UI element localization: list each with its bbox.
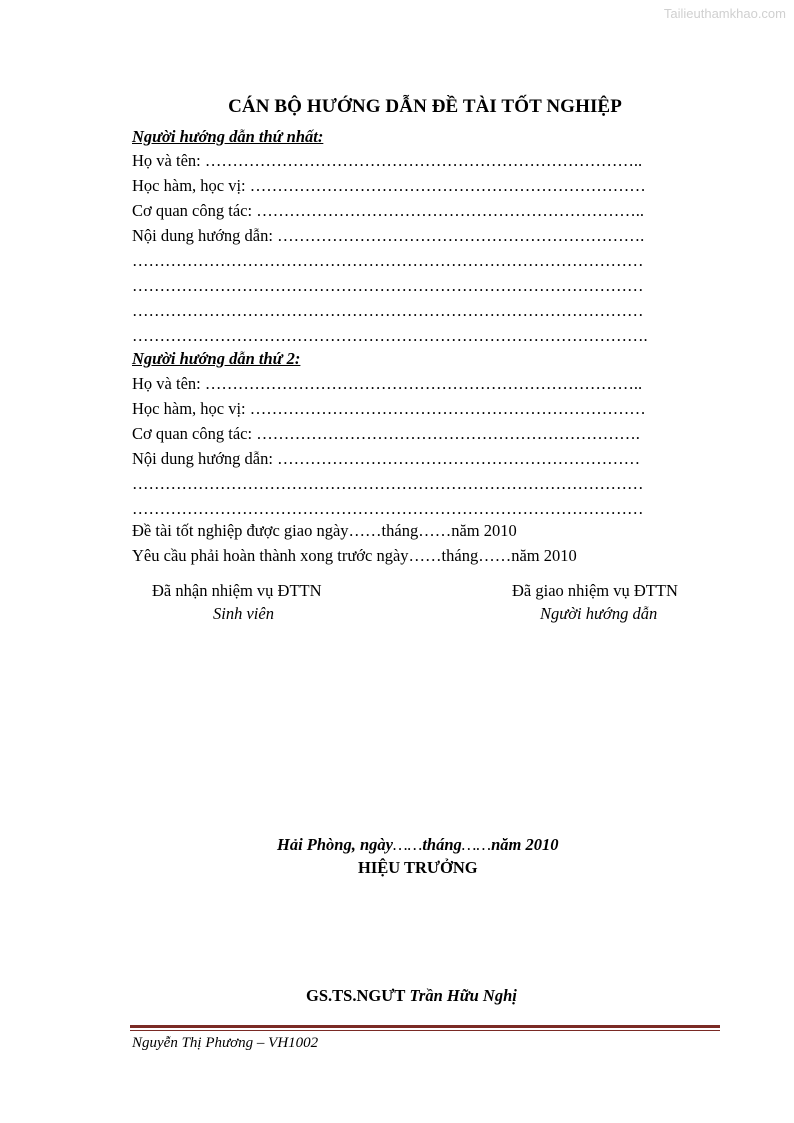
place-date-part: năm 2010 xyxy=(491,835,559,854)
footer-author: Nguyễn Thị Phương – VH1002 xyxy=(132,1035,319,1051)
advisor2-org-line: Cơ quan công tác: ……………………………………………………………. xyxy=(132,424,640,443)
footer-rule-thin xyxy=(130,1030,720,1031)
advisor2-rank-line: Học hàm, học vị: ……………………………………………………………… xyxy=(132,399,646,418)
principal-title: HIỆU TRƯỞNG xyxy=(358,858,478,877)
place-date-part: tháng xyxy=(422,835,462,854)
assigned-date-line: Đề tài tốt nghiệp được giao ngày……tháng……năm 2010 xyxy=(132,521,517,540)
advisor2-name-line: Họ và tên: …………………………………………………………………….. xyxy=(132,374,643,393)
advisor2-dots-line: ………………………………………………………………………………… xyxy=(132,499,644,518)
principal-prefix: GS.TS.NGƯT xyxy=(306,986,406,1005)
advisor2-dots-line: ………………………………………………………………………………… xyxy=(132,474,644,493)
student-received-label: Đã nhận nhiệm vụ ĐTTN xyxy=(152,581,322,600)
place-date-line xyxy=(277,835,559,855)
advisor1-dots-line: ………………………………………………………………………………… xyxy=(132,251,644,270)
student-label: Sinh viên xyxy=(213,604,274,623)
principal-name: Trần Hữu Nghị xyxy=(409,986,517,1005)
page-title: CÁN BỘ HƯỚNG DẪN ĐỀ TÀI TỐT NGHIỆP xyxy=(228,96,622,117)
advisor1-dots-line: …………………………………………………………………………………. xyxy=(132,326,648,345)
due-date-line: Yêu cầu phải hoàn thành xong trước ngày……tháng……năm 2010 xyxy=(132,546,577,565)
place-date-dots: …… xyxy=(461,835,492,854)
advisor2-heading: Người hướng dẫn thứ 2: xyxy=(132,349,301,368)
footer-rule xyxy=(130,1025,720,1028)
place-date-dots: …… xyxy=(392,835,423,854)
advisor1-content-line: Nội dung hướng dẫn: …………………………………………………………. xyxy=(132,226,645,245)
watermark: Tailieuthamkhao.com xyxy=(663,6,786,21)
advisor1-org-line: Cơ quan công tác: …………………………………………………………….. xyxy=(132,201,644,220)
advisor-assigned-label: Đã giao nhiệm vụ ĐTTN xyxy=(512,581,678,600)
advisor1-dots-line: ………………………………………………………………………………… xyxy=(132,301,644,320)
advisor1-rank-line: Học hàm, học vị: ……………………………………………………………… xyxy=(132,176,646,195)
principal-signature xyxy=(306,986,517,1006)
advisor1-name-line: Họ và tên: …………………………………………………………………….. xyxy=(132,151,643,170)
advisor1-heading: Người hướng dẫn thứ nhất: xyxy=(132,127,324,146)
advisor-label: Người hướng dẫn xyxy=(540,604,658,623)
advisor2-content-line: Nội dung hướng dẫn: ………………………………………………………… xyxy=(132,449,641,468)
advisor1-dots-line: ………………………………………………………………………………… xyxy=(132,276,644,295)
place-date-part: Hải Phòng, ngày xyxy=(277,835,393,854)
